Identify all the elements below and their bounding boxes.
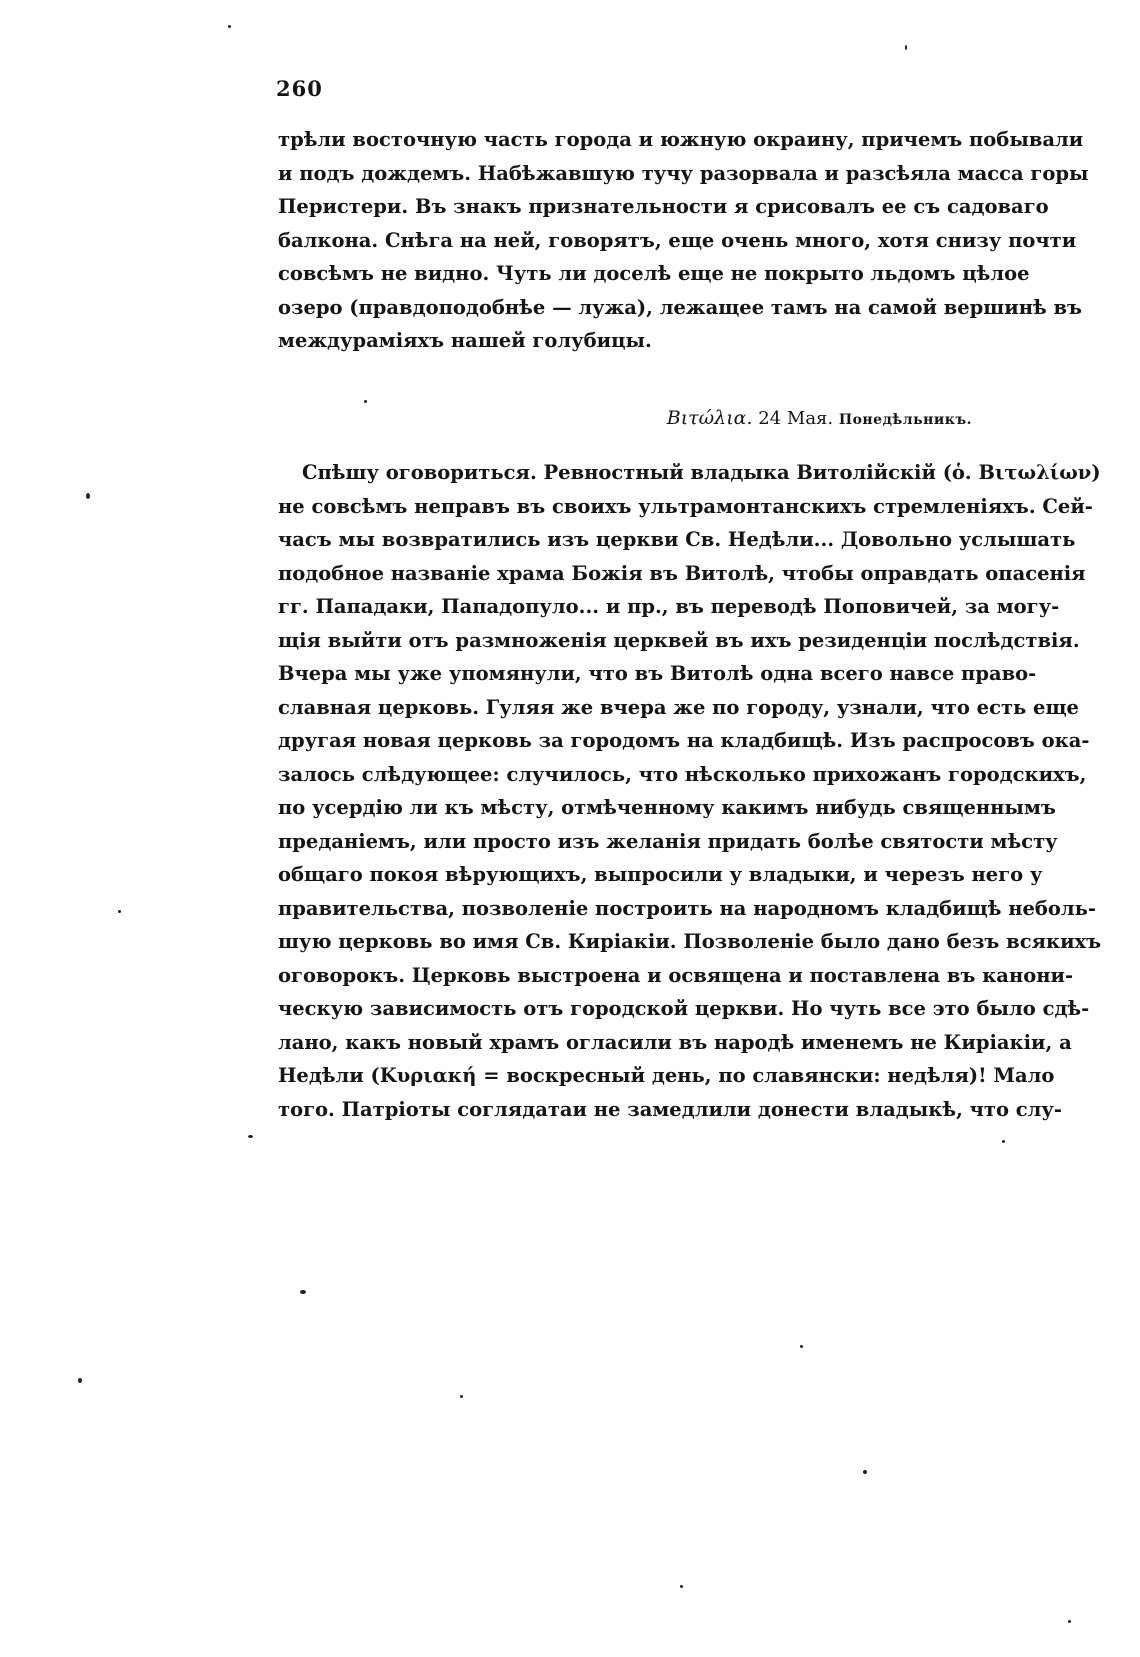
paragraph-main [278, 456, 1102, 1126]
text-line: подобное названіе храма Божія въ Витолѣ, чтобы оправдать опасенія [278, 561, 1086, 585]
scan-speck [863, 1470, 867, 1474]
scan-speck [680, 1585, 683, 1588]
text-line: правительства, позволеніе построить на народномъ кладбищѣ неболь- [278, 896, 1097, 920]
scan-speck [118, 910, 121, 913]
scan-speck [300, 1290, 306, 1294]
text-line: преданіемъ, или просто изъ желанія придать болѣе святости мѣсту [278, 829, 1058, 853]
scan-speck [78, 1378, 82, 1383]
text-line: Вчера мы уже упомянули, что въ Витолѣ одна всего навсе право- [278, 662, 1037, 685]
text-line: лано, какъ новый храмъ огласили въ народѣ именемъ не Киріакіи, а [278, 1030, 1072, 1054]
page-number: 260 [276, 76, 323, 101]
dateline-weekday: Понедѣльникъ. [838, 412, 972, 428]
text-line: Недѣли (Κυριακή = воскресный день, по славянски: недѣля)! Мало [278, 1064, 1055, 1087]
scan-speck [248, 1135, 253, 1138]
text-line: шую церковь во имя Св. Киріакіи. Позволеніе было дано безъ всякихъ [278, 930, 1102, 953]
text-line: ческую зависимость отъ городской церкви. Но чуть все это было сдѣ- [278, 997, 1090, 1020]
text-line: балкона. Снѣга на ней, говорятъ, еще очень много, хотя снизу почти [278, 228, 1077, 252]
scan-speck [1068, 1620, 1071, 1623]
text-line: по усердію ли къ мѣсту, отмѣченному какимъ нибудь священнымъ [278, 796, 1056, 819]
text-line: и подъ дождемъ. Набѣжавшую тучу разорвала и разсѣяла масса горы [278, 161, 1089, 185]
text-line: часъ мы возвратились изъ церкви Св. Недѣли... Довольно услышать [278, 528, 1076, 551]
text-line: совсѣмъ не видно. Чуть ли доселѣ еще не покрыто льдомъ цѣлое [278, 262, 1030, 285]
scan-speck [364, 400, 367, 403]
dateline [667, 407, 972, 429]
text-line: гг. Пападаки, Пападопуло... и пр., въ переводѣ Поповичей, за могу- [278, 595, 1060, 618]
text-line: того. Патріоты соглядатаи не замедлили донести владыкѣ, что слу- [278, 1097, 1062, 1121]
scan-speck [86, 493, 90, 499]
dateline-date: 24 Мая. [758, 408, 834, 429]
text-line: трѣли восточную часть города и южную окраину, причемъ побывали [278, 128, 1084, 151]
text-line: Перистери. Въ знакъ признательности я срисовалъ ее съ садоваго [278, 195, 1049, 218]
scan-speck [460, 1395, 463, 1398]
text-line: залось слѣдующее: случилось, что нѣсколько прихожанъ городскихъ, [278, 762, 1087, 786]
scan-speck [228, 25, 231, 28]
dateline-place: Βιτώλια. [666, 407, 753, 429]
text-line: славная церковь. Гуляя же вчера же по городу, узнали, что есть еще [278, 695, 1079, 719]
text-line: общаго покоя вѣрующихъ, выпросили у владыки, и черезъ него у [278, 863, 1043, 886]
paragraph-continued [278, 123, 1089, 358]
text-line: Спѣшу оговориться. Ревностный владыка Витолійскій (ὁ. Βιτωλίων) [302, 461, 1101, 484]
text-line: другая новая церковь за городомъ на кладбищѣ. Изъ распросовъ ока- [278, 729, 1090, 752]
text-line: озеро (правдоподобнѣе — лужа), лежащее тамъ на самой вершинѣ въ [278, 295, 1083, 319]
text-line: оговорокъ. Церковь выстроена и освящена и поставлена въ канони- [278, 963, 1074, 987]
text-line: междураміяхъ нашей голубицы. [278, 329, 652, 352]
text-line: щія выйти отъ размноженія церквей въ ихъ резиденціи послѣдствія. [278, 628, 1080, 652]
text-line: не совсѣмъ неправъ въ своихъ ультрамонтанскихъ стремленіяхъ. Сей- [278, 494, 1093, 518]
scan-speck [800, 1345, 803, 1348]
scan-speck [1002, 1140, 1005, 1143]
scan-speck [905, 45, 907, 50]
